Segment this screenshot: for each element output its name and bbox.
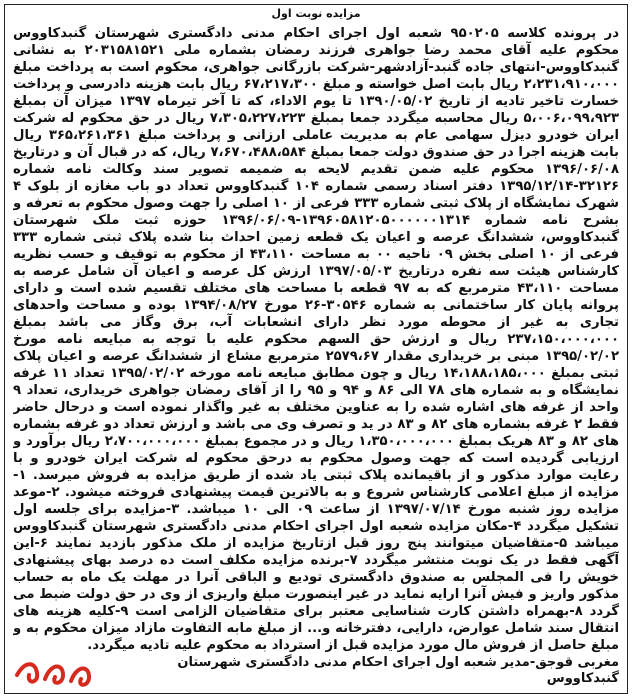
red-stamp-mark xyxy=(11,655,131,689)
notice-signature: مغربی قوجق-مدیر شعبه اول اجرای احکام مدنی دادگستری شهرستان گنبدکاووس xyxy=(177,655,619,686)
notice-title: مزایده نوبت اول xyxy=(271,7,361,20)
auction-notice xyxy=(4,4,628,694)
notice-body: در پرونده کلاسه ۹۵۰۲۰۵ شعبه اول اجرای احکام مدنی دادگستری شهرستان گنبدکاووس محکوم علیه آقای محمد رضا جواهری فرزند رمضان بشماره ملی ۲۰۳۱۵۸۱۵۲۱ به نشانی گنبدکاووس-انتهای جاده گنبد-آزادشهر-شرکت بازرگانی جواهری، محکوم است به پرداخت مبلغ ۲،۲۳۱،۹۱۰،۰۰۰ ریال بابت اصل خواسته و مبلغ ۶۷،۲۱۷،۳۰۰ ریال بابت هزینه دادرسی و پرداخت خسارت تاخیر تادیه از تاریخ ۱۳۹۰/۰۵/۰۲ تا یوم الاداء، که تا آخر تیرماه ۱۳۹۷ میزان آن بمبلغ ۵،۰۰۶،۰۹۹،۹۲۳ ریال محاسبه میگردد جمعا بمبلغ ۷،۳۰۵،۲۲۷،۲۲۳ ریال در حق محکوم له شرکت ایران خودرو دیزل سهامی عام به مدیریت عاملی ارزانی و پرداخت مبلغ ۳۶۵،۲۶۱،۳۶۱ ریال بابت هزینه اجرا در حق صندوق دولت جمعا بمبلغ ۷،۶۷۰،۴۸۸،۵۸۴ ریال، که در قبال آن و درتاریخ ۱۳۹۶/۰۶/۰۸ محکوم علیه ضمن تقدیم لایحه به ضمیمه تصویر سند وکالت نامه شماره ۳۲۱۲۶-۱۳۹۵/۱۲/۱۴ دفتر اسناد رسمی شماره ۱۰۴ گنبدکاووس تعداد دو باب مغازه از بلوک ۴ شهرک نمایشگاه از پلاک ثبتی شماره ۳۳۳ فرعی از ۱۰ اصلی را جهت وصول محکوم به تعرفه و بشرح نامه شماره ۱۳۹۶۰۵۸۱۲۰۵۰۰۰۰۰۰۱۳۱۴-۱۳۹۶/۰۶/۰۹ حوزه ثبت ملک شهرستان گنبدکاووس، ششدانگ عرصه و اعیان یک قطعه زمین احداث بنا شده پلاک ثبتی شماره ۳۳۳ فرعی از ۱۰ اصلی بخش ۰۹ ناحیه ۰۰ به مساحت ۴۳،۱۱۰ از محکوم به توقیف و حسب نظریه کارشناس هیئت سه نفره درتاریخ ۱۳۹۷/۰۵/۰۳ ارزش کل عرصه و اعیان آن شامل عرصه به مساحت ۴۳،۱۱۰ مترمربع که به ۹۷ قطعه با مساحت های مختلف تقسیم شده است و دارای پروانه پایان کار ساختمانی به شماره ۳۰۵۴۶-۲۶ مورخ ۱۳۹۴/۰۸/۲۷ بوده و مساحت واحدهای تجاری به غیر از محوطه مورد نظر دارای انشعابات آب، برق وگاز می باشد بمبلغ ۲۳۷،۱۵۰،۰۰۰،۰۰۰ ریال و ارزش حق السهم محکوم علیه با توجه به مبایعه نامه مورخ ۱۳۹۵/۰۲/۰۲ مبنی بر خریداری مقدار ۲۵۷۹،۶۷ مترمربع مشاع از ششدانگ عرصه و اعیان پلاک ثبتی بمبلغ ۱۴،۱۸۸،۱۸۵،۰۰۰ ریال و چون مطابق مبایعه نامه مورخه ۱۳۹۵/۰۲/۰۲ تعداد ۱۱ غرفه نمایشگاه و به شماره های ۷۸ الی ۸۶ و ۹۴ و ۹۵ را از آقای رمضان جواهری خریداری، تعداد ۹ واحد از غرفه های اشاره شده را به عناوین مختلف به غیر واگذار نموده است و درحال حاضر فقط ۲ غرفه بشماره های ۸۲ و ۸۳ در ید و تصرف وی می باشد و ارزش تعداد دو غرفه بشماره های ۸۲ و ۸۳ هریک بمبلغ ۱،۳۵۰،۰۰۰،۰۰۰ ریال و در مجموع بمبلغ ۲،۷۰۰،۰۰۰،۰۰۰ ریال برآورد و ارزیابی گردیده است که جهت وصول محکوم به درحق محکوم له شرکت ایران خودرو و با رعایت موارد مذکور و از باقیمانده پلاک ثبتی یاد شده از طریق مزایده به فروش میرسد. ۱-مزایده از مبلغ اعلامی کارشناس شروع و به بالاترین قیمت پیشنهادی فروخته میشود. ۲-موعد مزایده روز شنبه مورخ ۱۳۹۷/۰۷/۱۴ از ساعت ۰۹ الی ۱۰ میباشد. ۳-مزایده برای جلسه اول تشکیل میگردد ۴-مکان مزایده شعبه اول اجرای احکام مدنی دادگستری شهرستان گنبدکاووس میباشد ۵-متقاضیان میتوانند پنج روز قبل ازتاریخ مزایده از ملک مذکور بازدید نمایند ۶-این آگهی فقط در یک نوبت منتشر میگردد ۷-برنده مزایده مکلف است ده درصد بهای پیشنهادی خویش را فی المجلس به صندوق دادگستری تودیع و الباقی آنرا در مهلت یک ماه به حساب مذکور واریز و فیش آنرا ارایه نماید در غیر اینصورت مبلغ واریزی از وی در حق دولت ضبط می گردد ۸-بهمراه داشتن کارت شناسایی معتبر برای متقاضیان الزامی است ۹-کلیه هزینه های انتقال سند شامل عوارض، دارایی، دفترخانه و... از مبلغ مابه التفاوت مازاد میزان محکوم به و مبلغ حاصل از فروش مال مورد مزایده قبل از استرداد به محکوم علیه تادیه میگردد. xyxy=(13,26,619,653)
